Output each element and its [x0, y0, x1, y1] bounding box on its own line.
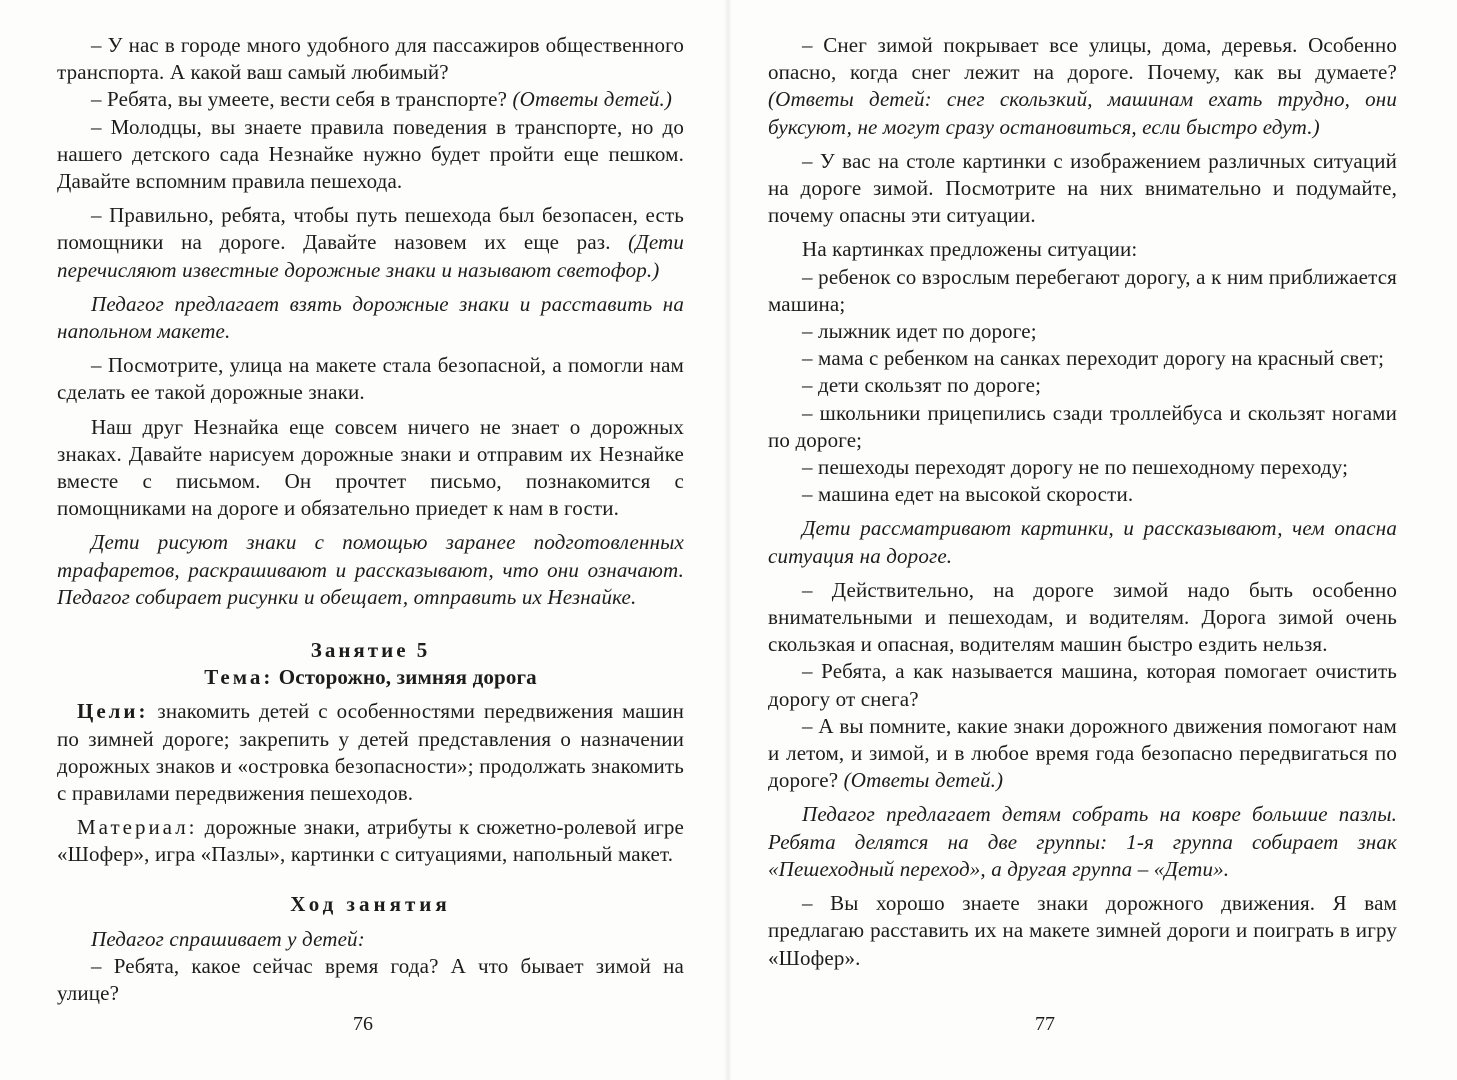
left-paragraph-4-italic: (Дети перечисляют известные дорожные знаки и называют светофор.): [57, 230, 684, 282]
topic-text: Осторожно, зимняя дорога: [273, 665, 537, 690]
left-paragraph-2-italic: (Ответы детей.): [512, 87, 673, 112]
goals-label: Цели:: [77, 699, 149, 724]
lesson-material: [57, 814, 684, 868]
right-page: [728, 0, 1457, 1080]
left-paragraph-2: [57, 86, 684, 113]
left-paragraph-3-text: – Молодцы, вы знаете правила поведения в транспорте, но до нашего детского сада Незнайке нужно будет пройти еще пешком. Давайте вспомним правила пешехода.: [57, 114, 684, 194]
left-paragraph-4-text: – Правильно, ребята, чтобы путь пешехода был безопасен, есть помощники на дороге. Давайте назовем их еще раз.: [57, 203, 684, 255]
situation-item: – ребенок со взрослым перебегают дорогу, а к ним приближается машина;: [768, 264, 1397, 316]
left-page-text: [57, 32, 684, 1008]
right-paragraph-6-text: – А вы помните, какие знаки дорожного движения помогают нам и летом, и зимой, и в любое время года безопасно передвигаться по дороге?: [768, 713, 1397, 793]
situation-item: – школьники прицепились сзади троллейбуса и скользят ногами по дороге;: [768, 400, 1397, 452]
right-paragraph-1-text: – Снег зимой покрывает все улицы, дома, деревья. Особенно опасно, когда снег лежит на дороге. Почему, как вы думаете?: [768, 33, 1397, 85]
page-number-right: 77: [1035, 1013, 1055, 1035]
left-paragraph-2-text: – Ребята, вы умеете, вести себя в транспорте?: [91, 87, 513, 112]
material-label: Материал:: [77, 815, 198, 840]
left-page: [0, 0, 728, 1080]
right-paragraph-7: – Вы хорошо знаете знаки дорожного движения. Я вам предлагаю расставить их на макете зимней дороги и поиграть в игру «Шофер».: [768, 891, 1397, 970]
right-paragraph-1-italic: (Ответы детей: снег скользкий, машинам ехать трудно, они буксуют, не могут сразу остановиться, если быстро едут.): [768, 87, 1397, 139]
right-note-1: Дети рассматривают картинки, и рассказывают, чем опасна ситуация на дороге.: [768, 516, 1397, 568]
lesson-topic: [57, 664, 684, 691]
situation-item: – пешеходы переходят дорогу не по пешеходному переходу;: [802, 455, 1349, 480]
situation-item: – машина едет на высокой скорости.: [802, 482, 1134, 507]
course-heading: Ход занятия: [290, 891, 451, 916]
situation-item: – дети скользят по дороге;: [802, 373, 1042, 398]
right-paragraph-2: – У вас на столе картинки с изображением различных ситуаций на дороге зимой. Посмотрите на них внимательно и подумайте, почему опасны эти ситуации.: [768, 148, 1397, 228]
lesson-title: Занятие 5: [310, 638, 431, 663]
right-paragraph-1: [768, 32, 1397, 141]
left-note-2: Дети рисуют знаки с помощью заранее подготовленных трафаретов, раскрашивают и рассказывают, что они означают. Педагог собирает рисунки и обещает, отправить их Незнайке.: [57, 530, 684, 609]
left-note-1: Педагог предлагает взять дорожные знаки и расставить на напольном макете.: [57, 291, 684, 344]
lesson-goals: [57, 698, 684, 807]
right-page-text: [768, 32, 1397, 972]
topic-label: Тема:: [204, 665, 274, 690]
goals-text: знакомить детей с особенностями передвижения машин по зимней дороге; закрепить у детей представления о назначении дорожных знаков и «островка безопасности»; продолжать знакомить с правилами передвижения пешеходов.: [57, 699, 684, 806]
right-note-2: Педагог предлагает детям собрать на ковре большие пазлы. Ребята делятся на две группы: 1-я группа собирает знак «Пешеходный переход», а другая группа – «Дети».: [768, 802, 1397, 881]
right-paragraph-5: – Ребята, а как называется машина, которая помогает очистить дорогу от снега?: [768, 659, 1397, 711]
material-text: дорожные знаки, атрибуты к сюжетно-ролевой игре «Шофер», игра «Пазлы», картинки с ситуациями, напольный макет.: [57, 815, 684, 867]
right-paragraph-6: [768, 713, 1397, 795]
left-paragraph-1-text: – У нас в городе много удобного для пассажиров общественного транспорта. А какой ваш самый любимый?: [57, 33, 684, 85]
left-paragraph-last: – Ребята, какое сейчас время года? А что бывает зимой на улице?: [57, 954, 684, 1006]
situation-item: – мама с ребенком на санках переходит дорогу на красный свет;: [802, 346, 1385, 371]
situation-item: – лыжник идет по дороге;: [802, 319, 1037, 344]
right-paragraph-6-italic: (Ответы детей.): [843, 768, 1004, 793]
lesson-heading-block: [57, 637, 684, 691]
left-paragraph-5: – Посмотрите, улица на макете стала безопасной, а помогли нам сделать ее такой дорожные знаки.: [57, 353, 684, 405]
left-paragraph-1: [57, 32, 684, 86]
left-paragraph-6: Наш друг Незнайка еще совсем ничего не знает о дорожных знаках. Давайте нарисуем дорожные знаки и отправим их Незнайке вместе с письмом. Он прочтет письмо, познакомится с помощниками на дороге и обязательно приедет к нам в гости.: [57, 414, 684, 521]
right-paragraph-3: На картинках предложены ситуации:: [802, 237, 1138, 262]
right-paragraph-4: – Действительно, на дороге зимой надо быть особенно внимательными и пешеходам, и водителям. Дорога зимой очень скользкая и опасная, водителям машин быстро ездить нельзя.: [768, 577, 1397, 657]
left-paragraph-4: [57, 202, 684, 284]
left-paragraph-3: [57, 114, 684, 196]
page-number-left: 76: [353, 1013, 373, 1035]
left-note-3: Педагог спрашивает у детей:: [91, 926, 365, 951]
